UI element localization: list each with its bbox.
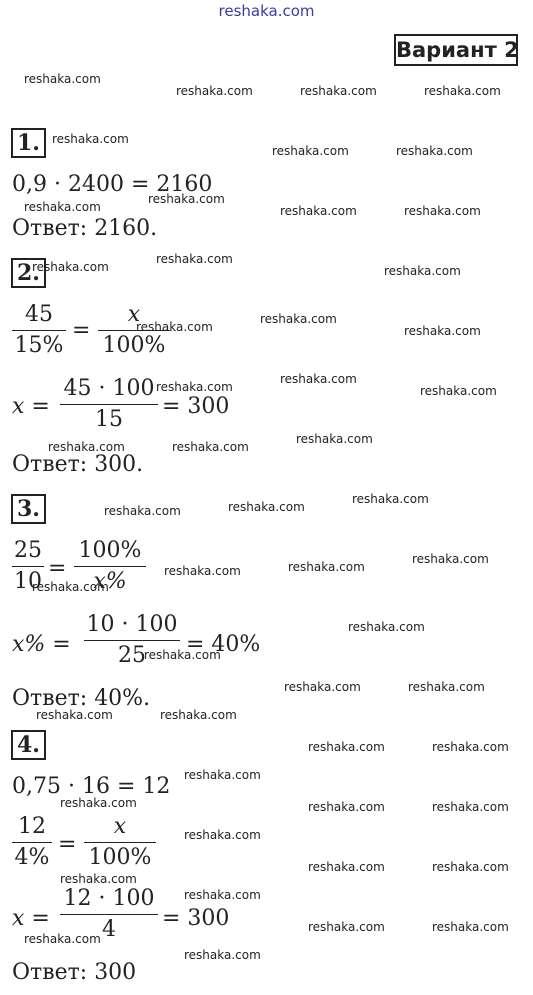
task-3-answer: Ответ: 40%. xyxy=(12,686,151,711)
fraction-bar xyxy=(60,914,158,915)
watermark: reshaka.com xyxy=(296,432,373,446)
fraction-denominator: 4 xyxy=(102,917,116,942)
fraction-denominator: 10 xyxy=(14,569,42,594)
task-4-fraction-2 xyxy=(84,814,156,871)
watermark: reshaka.com xyxy=(412,552,489,566)
task-1-number: 1. xyxy=(11,128,46,158)
watermark: reshaka.com xyxy=(280,204,357,218)
task-4-fraction-1 xyxy=(12,814,52,871)
task-4-answer: Ответ: 300 xyxy=(12,960,137,985)
task-1-answer: Ответ: 2160. xyxy=(12,216,158,241)
watermark: reshaka.com xyxy=(420,384,497,398)
watermark: reshaka.com xyxy=(164,564,241,578)
watermark: reshaka.com xyxy=(348,620,425,634)
task-3-lhs: x% = xyxy=(12,632,71,657)
task-4-equals: = xyxy=(58,832,77,857)
watermark: reshaka.com xyxy=(60,872,137,886)
fraction-bar xyxy=(12,566,44,567)
task-2-lhs: x = xyxy=(12,394,50,419)
watermark: reshaka.com xyxy=(156,380,233,394)
fraction-denominator: 25 xyxy=(118,643,146,668)
watermark: reshaka.com xyxy=(144,648,221,662)
fraction-denominator: 100% xyxy=(88,845,152,870)
fraction-numerator: x xyxy=(127,302,141,327)
watermark: reshaka.com xyxy=(408,680,485,694)
fraction-numerator: x xyxy=(113,814,127,839)
fraction-numerator: 10 · 100 xyxy=(86,612,178,637)
watermark: reshaka.com xyxy=(52,132,129,146)
watermark: reshaka.com xyxy=(288,560,365,574)
watermark: reshaka.com xyxy=(48,440,125,454)
watermark: reshaka.com xyxy=(300,84,377,98)
watermark: reshaka.com xyxy=(384,264,461,278)
fraction-bar xyxy=(74,566,146,567)
task-2-equals: = xyxy=(72,318,91,343)
task-2-fraction-3 xyxy=(60,376,158,433)
watermark: reshaka.com xyxy=(308,800,385,814)
fraction-bar xyxy=(84,842,156,843)
watermark: reshaka.com xyxy=(432,800,509,814)
fraction-denominator: x% xyxy=(93,569,127,594)
watermark: reshaka.com xyxy=(104,504,181,518)
task-3-number: 3. xyxy=(11,494,46,524)
fraction-numerator: 45 xyxy=(25,302,53,327)
fraction-bar xyxy=(84,640,180,641)
watermark: reshaka.com xyxy=(432,860,509,874)
watermark: reshaka.com xyxy=(280,372,357,386)
watermark: reshaka.com xyxy=(396,144,473,158)
watermark: reshaka.com xyxy=(160,708,237,722)
watermark: reshaka.com xyxy=(24,72,101,86)
watermark: reshaka.com xyxy=(156,252,233,266)
fraction-bar xyxy=(60,404,158,405)
fraction-denominator: 100% xyxy=(102,333,166,358)
watermark: reshaka.com xyxy=(272,144,349,158)
task-4-equation: 0,75 · 16 = 12 xyxy=(12,774,171,799)
task-3-equals: = xyxy=(48,556,67,581)
watermark: reshaka.com xyxy=(36,708,113,722)
watermark: reshaka.com xyxy=(60,796,137,810)
fraction-numerator: 45 · 100 xyxy=(63,376,155,401)
watermark: reshaka.com xyxy=(404,204,481,218)
watermark: reshaka.com xyxy=(260,312,337,326)
watermark: reshaka.com xyxy=(284,680,361,694)
fraction-numerator: 12 · 100 xyxy=(63,886,155,911)
watermark: reshaka.com xyxy=(24,200,101,214)
site-header-link[interactable]: reshaka.com xyxy=(218,2,315,20)
fraction-denominator: 15 xyxy=(95,407,123,432)
variant-title: Вариант 2 xyxy=(394,34,518,66)
task-3-result: = 40% xyxy=(186,632,261,657)
watermark: reshaka.com xyxy=(32,260,109,274)
watermark: reshaka.com xyxy=(176,84,253,98)
watermark: reshaka.com xyxy=(432,740,509,754)
watermark: reshaka.com xyxy=(308,920,385,934)
task-2-fraction-1 xyxy=(12,302,66,359)
task-2-result: = 300 xyxy=(162,394,230,419)
task-4-result: = 300 xyxy=(162,906,230,931)
watermark: reshaka.com xyxy=(184,768,261,782)
watermark: reshaka.com xyxy=(148,192,225,206)
watermark: reshaka.com xyxy=(308,860,385,874)
task-4-number: 4. xyxy=(11,730,46,760)
watermark: reshaka.com xyxy=(432,920,509,934)
fraction-denominator: 4% xyxy=(14,845,50,870)
watermark: reshaka.com xyxy=(404,324,481,338)
task-2-number: 2. xyxy=(11,258,46,288)
fraction-numerator: 12 xyxy=(18,814,46,839)
fraction-bar xyxy=(12,842,52,843)
task-4-lhs: x = xyxy=(12,906,50,931)
fraction-denominator: 15% xyxy=(14,333,64,358)
watermark: reshaka.com xyxy=(228,500,305,514)
watermark: reshaka.com xyxy=(308,740,385,754)
watermark: reshaka.com xyxy=(32,580,109,594)
watermark: reshaka.com xyxy=(184,948,261,962)
watermark: reshaka.com xyxy=(24,932,101,946)
watermark: reshaka.com xyxy=(172,440,249,454)
task-1-equation: 0,9 · 2400 = 2160 xyxy=(12,172,213,197)
fraction-numerator: 25 xyxy=(14,538,42,563)
fraction-bar xyxy=(12,330,66,331)
fraction-numerator: 100% xyxy=(78,538,142,563)
task-2-answer: Ответ: 300. xyxy=(12,452,144,477)
watermark: reshaka.com xyxy=(352,492,429,506)
watermark: reshaka.com xyxy=(184,888,261,902)
watermark: reshaka.com xyxy=(184,828,261,842)
watermark: reshaka.com xyxy=(424,84,501,98)
watermark: reshaka.com xyxy=(136,320,213,334)
